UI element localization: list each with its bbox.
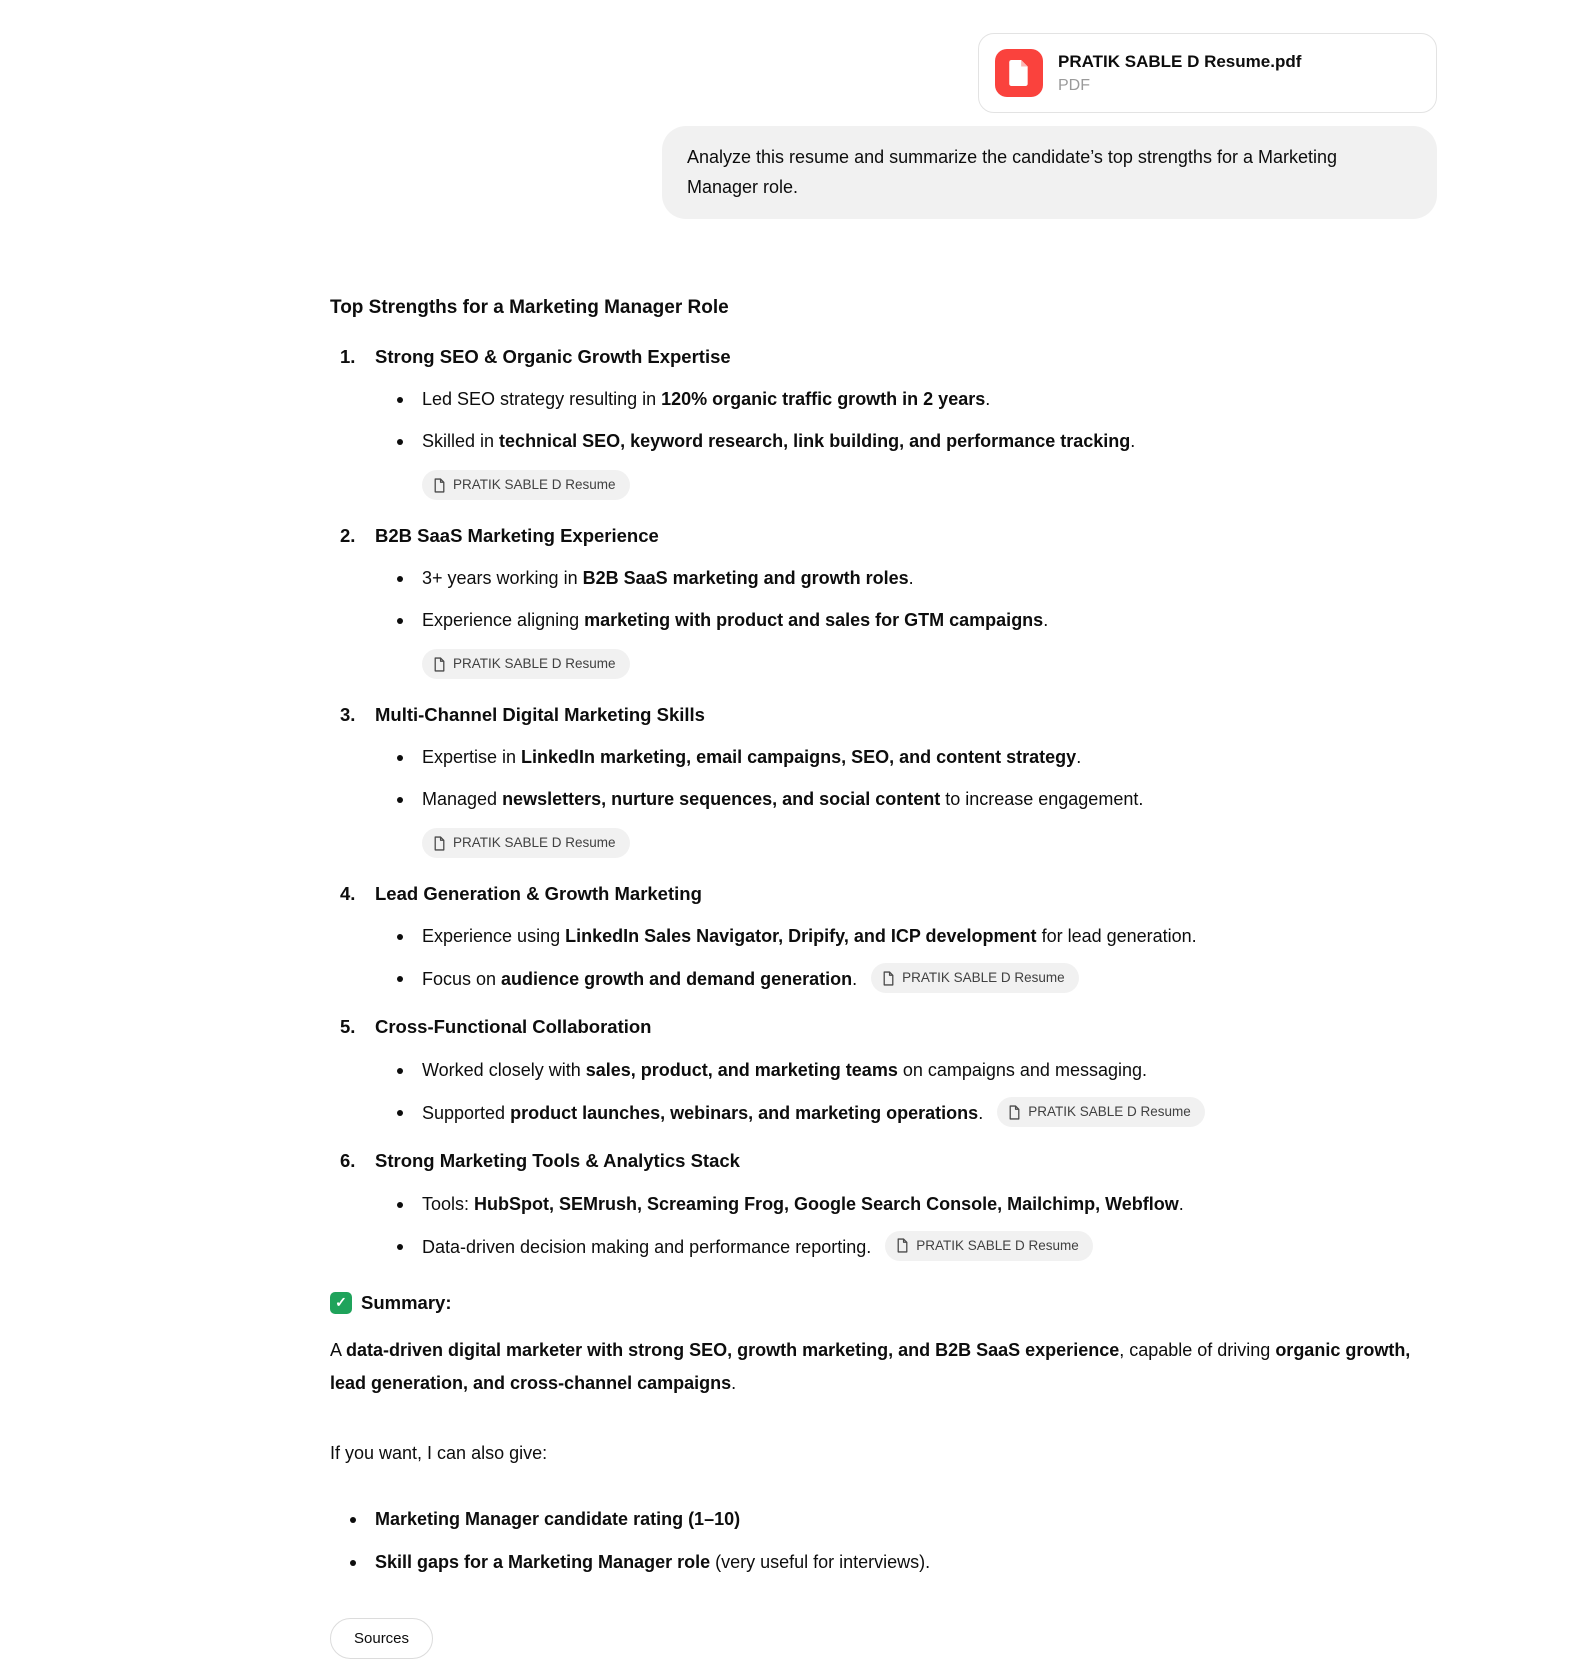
bullet-text — [422, 1060, 1147, 1080]
section-title-text: Lead Generation & Growth Marketing — [375, 882, 702, 904]
bullet-item — [330, 965, 1437, 995]
bullet-list — [330, 923, 1437, 995]
chat-column — [330, 0, 1437, 1659]
document-glyph — [896, 1238, 909, 1253]
bullet-item — [330, 1191, 1437, 1219]
document-glyph — [433, 836, 446, 851]
document-glyph — [882, 971, 895, 986]
text-segment: . — [985, 389, 991, 410]
section-title-text: Strong SEO & Organic Growth Expertise — [375, 345, 731, 367]
assistant-heading: Top Strengths for a Marketing Manager Role — [330, 297, 729, 319]
document-icon — [433, 836, 446, 851]
bullet-text — [422, 969, 857, 989]
bullet-list — [330, 386, 1437, 456]
followup-bullet-list — [330, 1506, 1437, 1576]
text-segment: Experience using — [422, 926, 566, 947]
citation-row — [330, 649, 1437, 680]
text-segment: Skill gaps for a Marketing Manager role — [375, 1552, 711, 1573]
text-segment: . — [1130, 431, 1136, 452]
text-segment: (very useful for interviews). — [710, 1552, 931, 1573]
bullet-list — [330, 1057, 1437, 1129]
summary-label: Summary: — [361, 1291, 452, 1313]
bullet-item — [330, 786, 1437, 814]
section-title-text: Cross-Functional Collaboration — [375, 1016, 652, 1038]
bullet-item — [330, 1233, 1437, 1263]
strength-section — [330, 343, 1437, 502]
section-number: 1. — [340, 345, 356, 367]
citation-pill[interactable] — [422, 470, 630, 500]
citation-pill[interactable] — [997, 1097, 1205, 1127]
attachment-row — [330, 33, 1437, 113]
section-title — [330, 522, 1437, 551]
text-segment: Focus on — [422, 969, 502, 990]
section-title — [330, 880, 1437, 909]
text-segment: . — [731, 1372, 737, 1393]
user-message-bubble: Analyze this resume and summarize the candidate’s top strengths for a Marketing Manager role. — [662, 126, 1437, 219]
text-segment: for lead generation. — [1036, 926, 1197, 947]
citation-pill[interactable] — [871, 963, 1079, 993]
attachment-card[interactable] — [978, 33, 1437, 113]
bullet-item — [330, 428, 1437, 456]
citation-label: PRATIK SABLE D Resume — [453, 835, 616, 851]
strength-section — [330, 522, 1437, 681]
document-icon — [433, 657, 446, 672]
bullet-list — [330, 565, 1437, 635]
bullet-item — [330, 744, 1437, 772]
green-check-icon: ✓ — [330, 1292, 352, 1314]
section-number: 3. — [340, 703, 356, 725]
bullet-item — [330, 1057, 1437, 1085]
document-icon — [896, 1238, 909, 1253]
strength-sections — [330, 343, 1437, 1263]
citation-row — [330, 828, 1437, 859]
text-segment: Expertise in — [422, 747, 522, 768]
text-segment: sales, product, and marketing teams — [585, 1060, 898, 1081]
bullet-item — [330, 1099, 1437, 1129]
text-segment: Experience aligning — [422, 610, 585, 631]
text-segment: . — [852, 969, 858, 990]
text-segment: . — [908, 568, 914, 589]
document-icon — [882, 971, 895, 986]
section-number: 4. — [340, 882, 356, 904]
bullet-text — [422, 747, 1081, 767]
document-glyph — [433, 657, 446, 672]
bullet-text — [422, 431, 1135, 451]
text-segment: . — [978, 1102, 984, 1123]
section-number: 2. — [340, 524, 356, 546]
bullet-text — [422, 389, 990, 409]
citation-pill[interactable] — [422, 828, 630, 858]
text-segment: . — [1076, 747, 1082, 768]
text-segment: newsletters, nurture sequences, and social content — [502, 789, 941, 810]
bullet-text — [422, 1194, 1184, 1214]
text-segment: , capable of driving — [1119, 1339, 1276, 1360]
bullet-text — [422, 1237, 871, 1257]
citation-label: PRATIK SABLE D Resume — [453, 477, 616, 493]
text-segment: B2B SaaS marketing and growth roles — [582, 568, 909, 589]
citation-label: PRATIK SABLE D Resume — [902, 970, 1065, 986]
bullet-item — [330, 386, 1437, 414]
section-title-text: Multi-Channel Digital Marketing Skills — [375, 703, 705, 725]
citation-row — [330, 470, 1437, 501]
citation-pill[interactable] — [422, 649, 630, 679]
text-segment: HubSpot, SEMrush, Screaming Frog, Google Search Console, Mailchimp, Webflow — [474, 1193, 1179, 1214]
text-segment: Tools: — [422, 1193, 475, 1214]
attachment-filename: PRATIK SABLE D Resume.pdf — [1058, 52, 1302, 72]
section-title — [330, 343, 1437, 372]
citation-label: PRATIK SABLE D Resume — [1028, 1103, 1191, 1119]
text-segment: Managed — [422, 789, 503, 810]
citation-pill[interactable] — [885, 1231, 1093, 1261]
text-segment: Skilled in — [422, 431, 500, 452]
text-segment: 120% organic traffic growth in 2 years — [661, 389, 986, 410]
summary-heading — [330, 1289, 1437, 1318]
text-segment: to increase engagement. — [940, 789, 1144, 810]
document-glyph — [433, 478, 446, 493]
strength-section — [330, 1147, 1437, 1263]
bullet-text — [422, 1103, 983, 1123]
strength-section — [330, 1013, 1437, 1129]
attachment-meta — [1058, 51, 1301, 94]
strength-section — [330, 701, 1437, 860]
bullet-text — [422, 789, 1143, 809]
section-number: 5. — [340, 1016, 356, 1038]
section-title — [330, 1013, 1437, 1042]
pdf-file-icon — [995, 49, 1043, 97]
text-segment: organic growth, lead generation, and cross-channel campaigns — [330, 1339, 1411, 1393]
text-segment: product launches, webinars, and marketing operations — [510, 1102, 979, 1123]
sources-button[interactable]: Sources — [330, 1618, 433, 1659]
text-segment: . — [1178, 1193, 1184, 1214]
text-segment: . — [1043, 610, 1049, 631]
document-icon — [1008, 1105, 1021, 1120]
text-segment: marketing with product and sales for GTM campaigns — [584, 610, 1044, 631]
section-title — [330, 1147, 1437, 1176]
bullet-list — [330, 1191, 1437, 1263]
text-segment: on campaigns and messaging. — [897, 1060, 1147, 1081]
followup-bullet-item — [330, 1549, 1437, 1576]
text-segment: A — [330, 1339, 347, 1360]
section-title — [330, 701, 1437, 730]
citation-label: PRATIK SABLE D Resume — [916, 1237, 1079, 1253]
pdf-page-glyph — [1008, 60, 1030, 86]
summary-text — [330, 1334, 1437, 1401]
text-segment: Marketing Manager candidate rating (1–10) — [375, 1509, 741, 1530]
document-icon — [433, 478, 446, 493]
document-glyph — [1008, 1105, 1021, 1120]
text-segment: Supported — [422, 1102, 511, 1123]
strength-section — [330, 880, 1437, 996]
citation-label: PRATIK SABLE D Resume — [453, 656, 616, 672]
bullet-item — [330, 565, 1437, 593]
text-segment: Led SEO strategy resulting in — [422, 389, 662, 410]
section-title-text: B2B SaaS Marketing Experience — [375, 524, 659, 546]
followup-bullet-item — [330, 1506, 1437, 1533]
bullet-list — [330, 744, 1437, 814]
user-message-row — [330, 126, 1437, 219]
text-segment: 3+ years working in — [422, 568, 583, 589]
text-segment: technical SEO, keyword research, link building, and performance tracking — [499, 431, 1131, 452]
text-segment: data-driven digital marketer with strong SEO, growth marketing, and B2B SaaS experience — [346, 1339, 1120, 1360]
bullet-text — [422, 610, 1048, 630]
section-title-text: Strong Marketing Tools & Analytics Stack — [375, 1150, 740, 1172]
text-segment: Worked closely with — [422, 1060, 586, 1081]
bullet-item — [330, 923, 1437, 951]
section-number: 6. — [340, 1150, 356, 1172]
bullet-text — [422, 926, 1197, 946]
assistant-message — [330, 293, 1437, 1659]
text-segment: Data-driven decision making and performance reporting. — [422, 1236, 872, 1257]
attachment-filetype: PDF — [1058, 76, 1090, 94]
text-segment: LinkedIn Sales Navigator, Dripify, and ICP development — [565, 926, 1037, 947]
bullet-item — [330, 607, 1437, 635]
text-segment: audience growth and demand generation — [501, 969, 853, 990]
followup-intro: If you want, I can also give: — [330, 1443, 548, 1464]
bullet-text — [422, 568, 914, 588]
text-segment: LinkedIn marketing, email campaigns, SEO, and content strategy — [521, 747, 1077, 768]
